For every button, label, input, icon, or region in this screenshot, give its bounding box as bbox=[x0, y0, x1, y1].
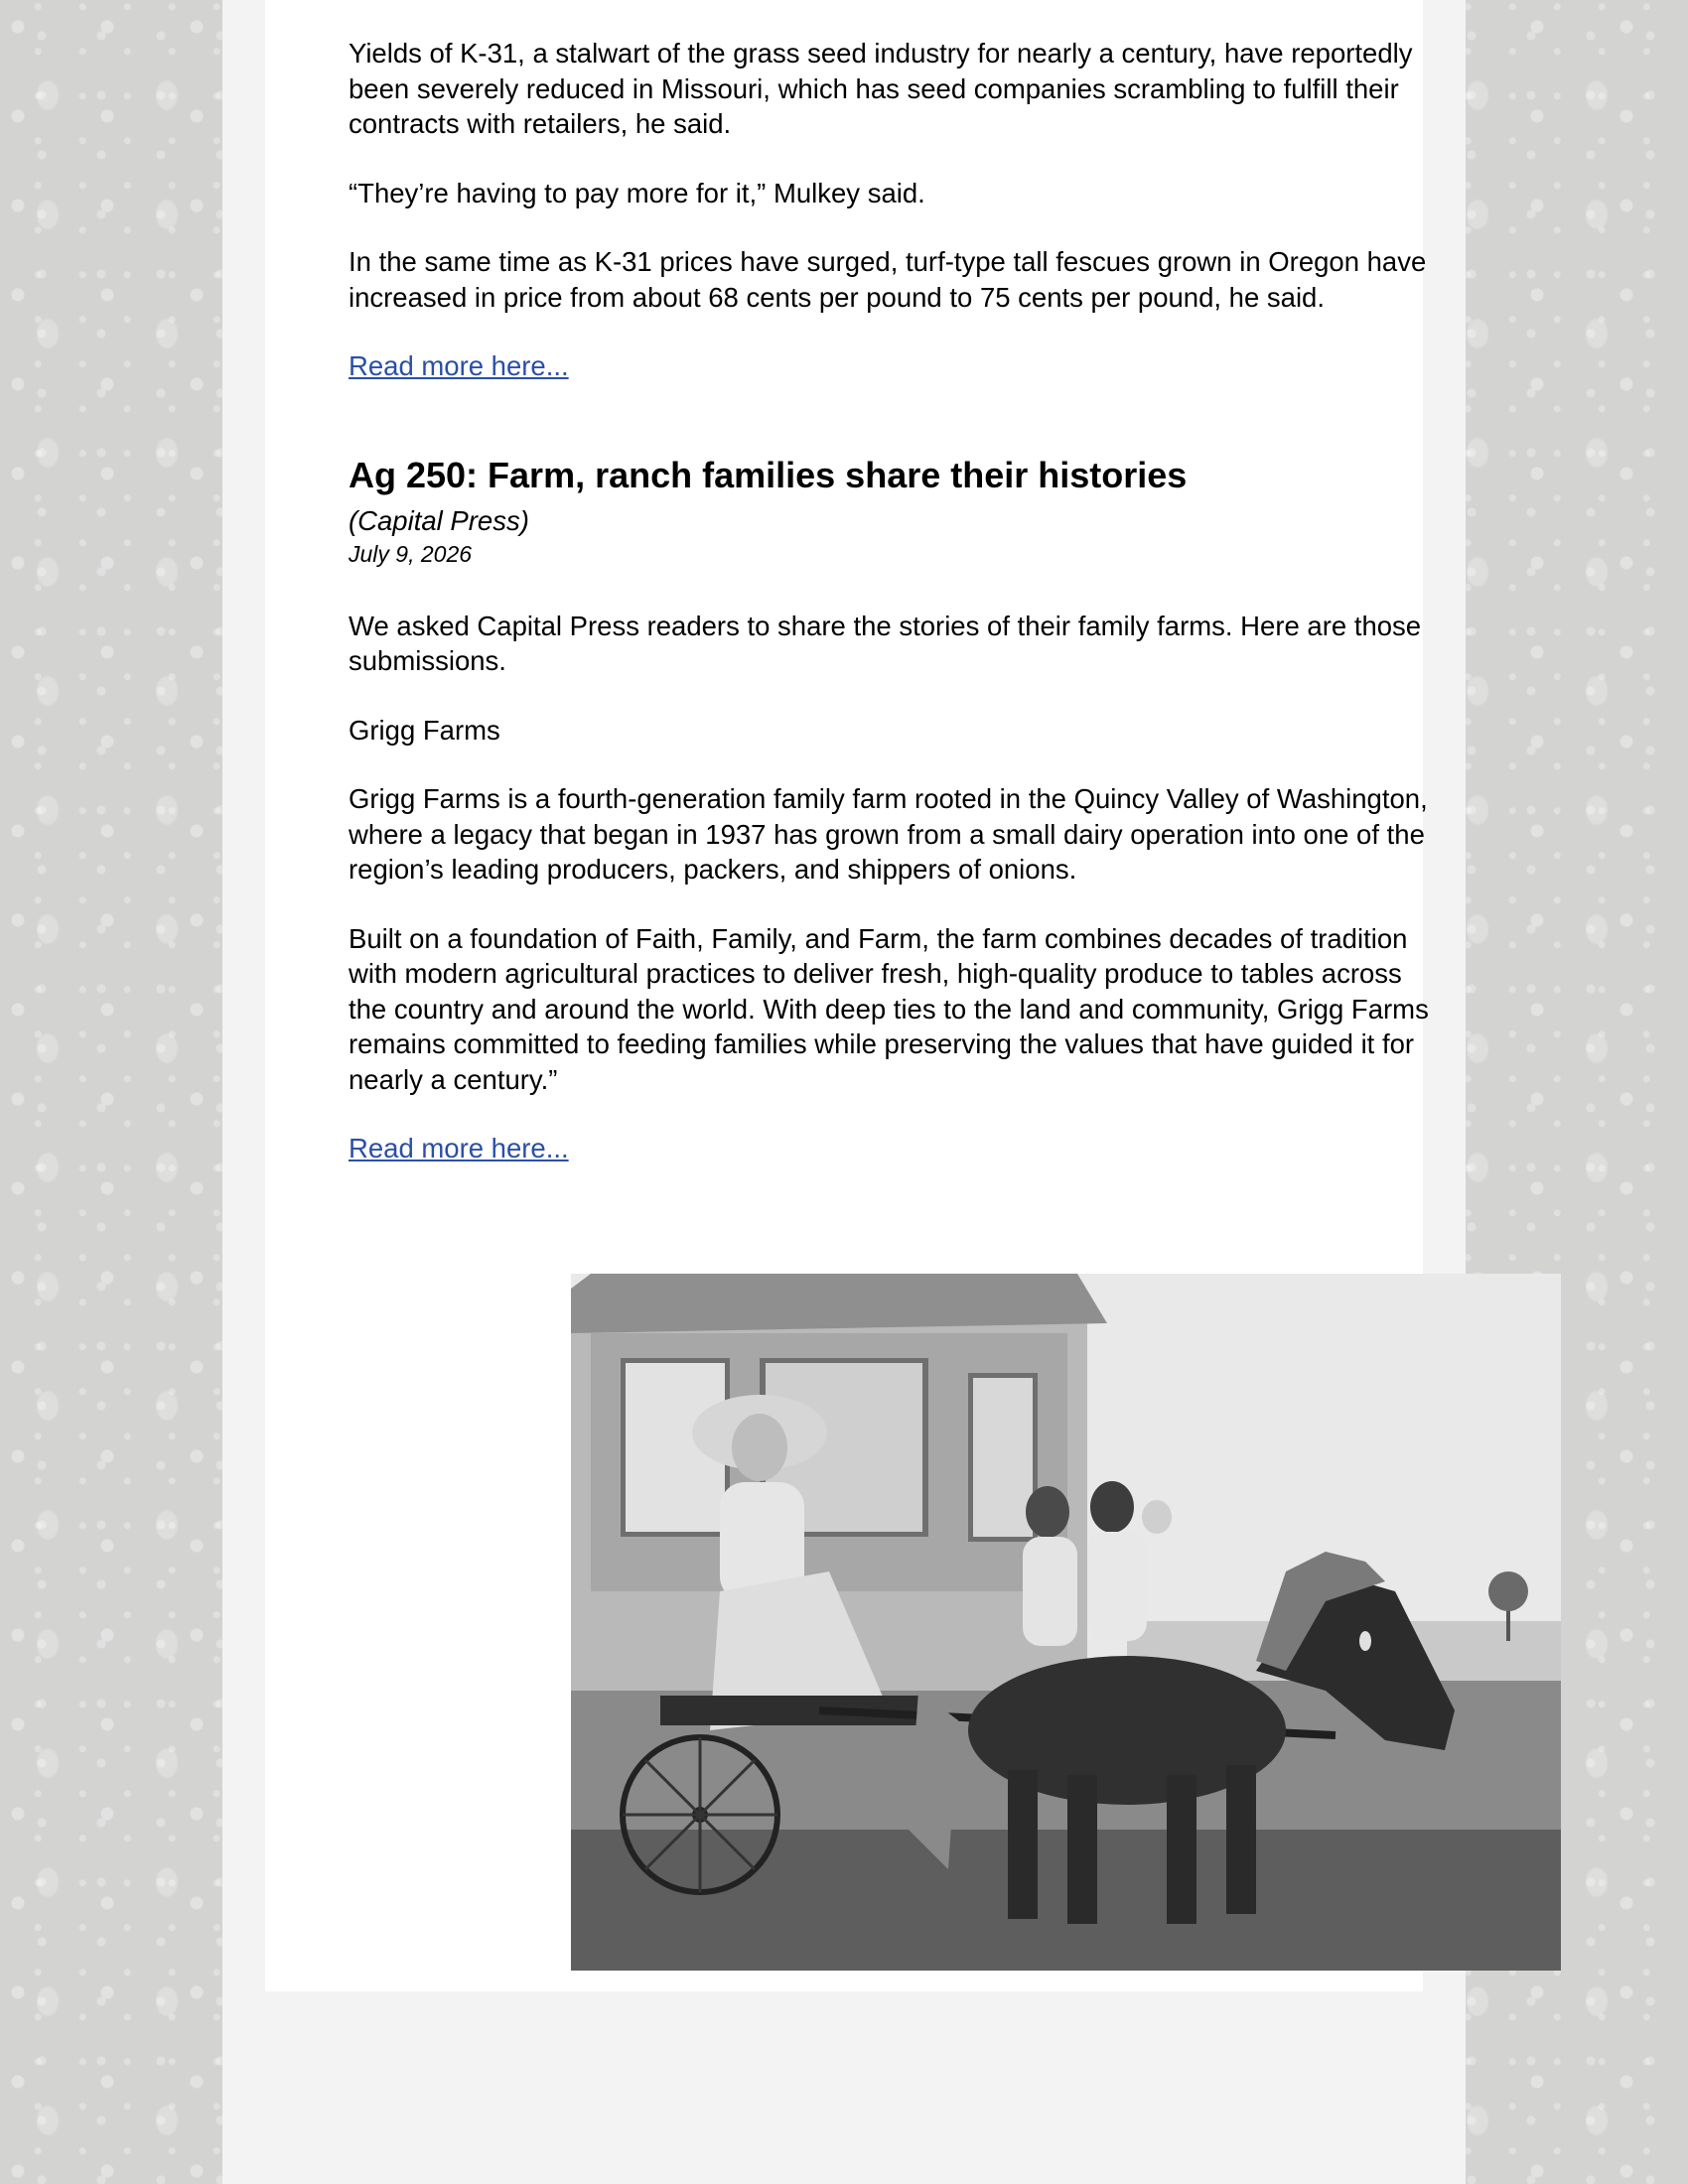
newsletter-content bbox=[349, 36, 1431, 1200]
article2-source: (Capital Press) bbox=[349, 504, 529, 536]
article2-paragraph-1: We asked Capital Press readers to share the stories of their family farms. Here are those submissions. bbox=[349, 610, 1422, 676]
historical-photo-icon[interactable] bbox=[571, 1274, 1561, 1971]
email-outer-container bbox=[222, 0, 1466, 2184]
article2-title: Ag 250: Farm, ranch families share their histories bbox=[349, 454, 1188, 495]
article2-paragraph-3: Built on a foundation of Faith, Family, and Farm, the farm combines decades of tradition with modern agricultural practices to deliver fresh, high-quality produce to tables across the country and around the world. With deep ties to the land and community, Grigg Farms remains committed to feeding families while preserving the values that have guided it for nearly a century.” bbox=[349, 922, 1429, 1095]
article1-paragraph-3: In the same time as K-31 prices have surged, turf-type tall fescues grown in Oregon have increased in price from about 68 cents per pound to 75 cents per pound, he said. bbox=[349, 246, 1427, 313]
article1-paragraph-1: Yields of K-31, a stalwart of the grass seed industry for nearly a century, have reportedly been severely reduced in Missouri, which has seed companies scrambling to fulfill their contracts with retailers, he said. bbox=[349, 38, 1413, 139]
article2-subheading: Grigg Farms bbox=[349, 714, 500, 746]
article2-paragraph-2: Grigg Farms is a fourth-generation family farm rooted in the Quincy Valley of Washington, where a legacy that began in 1937 has grown from a small dairy operation into one of the region’s leading producers, packers, and shippers of onions. bbox=[349, 783, 1428, 885]
article1-paragraph-2: “They’re having to pay more for it,” Mulkey said. bbox=[349, 177, 925, 208]
article2-read-more-link[interactable]: Read more here... bbox=[349, 1133, 569, 1163]
article2-date: July 9, 2026 bbox=[349, 540, 473, 567]
article1-read-more-link[interactable]: Read more here... bbox=[349, 350, 569, 381]
